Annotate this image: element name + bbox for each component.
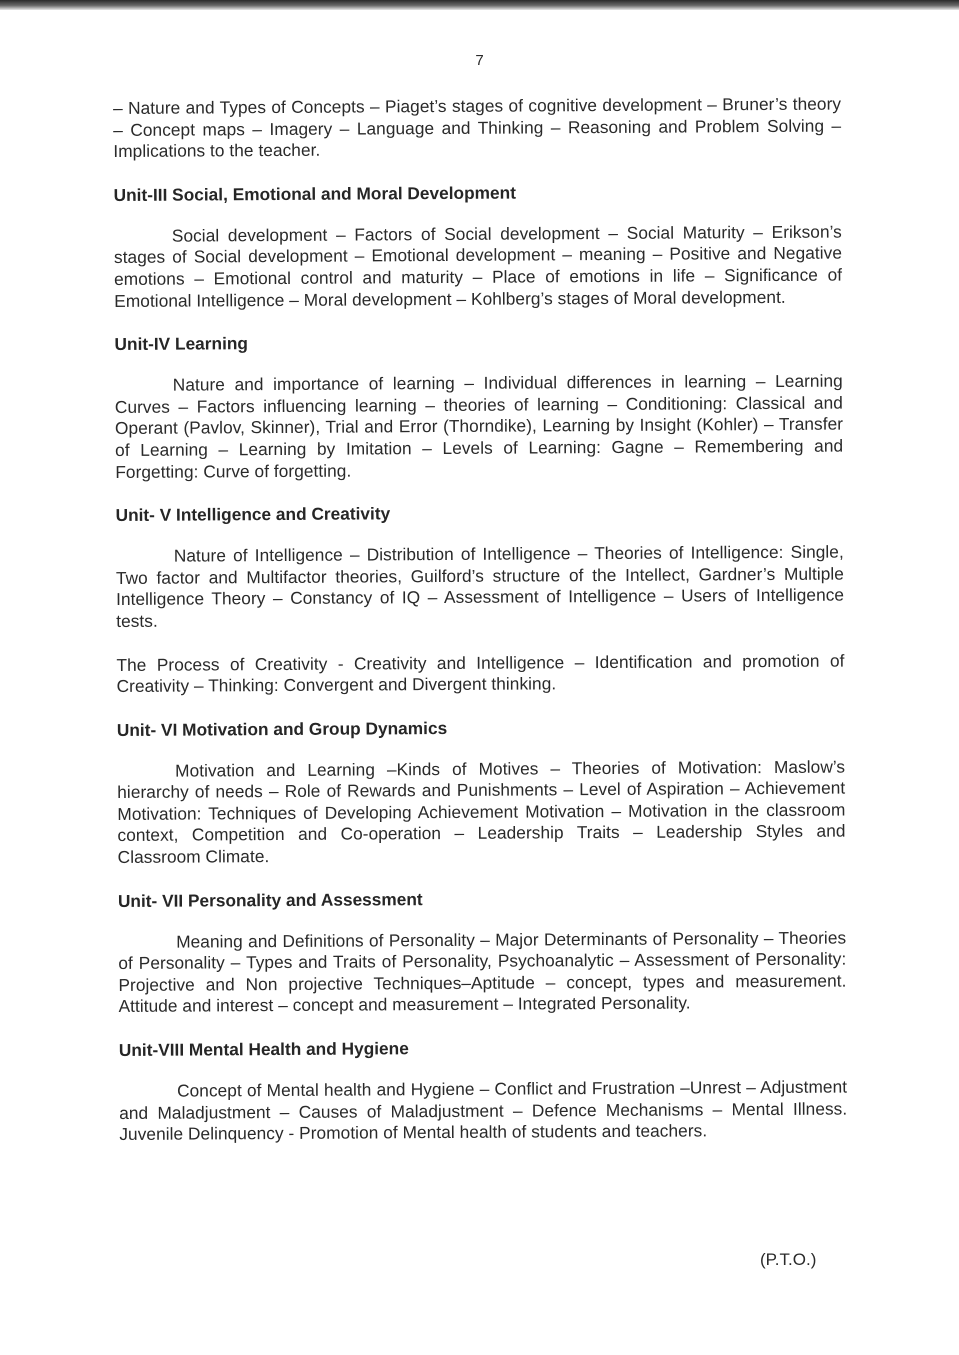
unit-paragraph: Nature of Intelligence – Distribution of Intelligence – Theories of Intelligence: Single, Two factor and Multifactor theories, Guilford’s structure of the Intellect, Gardner’s Multiple Intelligence Theory – Constancy of IQ – Assessment of Intelligence – Users of Intelligence tests. — [115, 541, 845, 631]
unit-section-5 — [115, 501, 844, 698]
pto-note: (P.T.O.) — [760, 1250, 817, 1269]
unit-paragraph: Motivation and Learning –Kinds of Motives – Theories of Motivation: Maslow’s hierarchy of needs – Role of Rewards and Punishments – Level of Aspiration – Achievement Motivation: Techniques of Developing Achievement Motivation – Motivation in the classroom context, Competition and Co-operation – Leadership Traits – Leadership Styles and Classroom Climate. — [117, 756, 846, 868]
unit-heading: Unit-III Social, Emotional and Moral Development — [113, 182, 516, 205]
unit-heading: Unit- V Intelligence and Creativity — [115, 503, 391, 526]
document-body — [113, 94, 847, 1146]
intro-paragraph: – Nature and Types of Concepts – Piaget’s stages of cognitive development – Bruner’s theory – Concept maps – Imagery – Language and Thinking – Reasoning and Problem Solving – Implications to the teacher. — [113, 93, 842, 162]
scan-top-edge — [0, 0, 959, 10]
unit-heading: Unit- VI Motivation and Group Dynamics — [116, 717, 448, 740]
unit-paragraph: Social development – Factors of Social development – Social Maturity – Erikson’s stages of Social development – Emotional development – meaning – Positive and Negative emotions – Emotional control and maturity – Place of emotions in life – Significance of Emotional Intelligence – Moral development – Kohlberg’s stages of Moral development. — [113, 221, 843, 311]
unit-paragraph: Meaning and Definitions of Personality – Major Determinants of Personality – Theories of Personality – Types and Traits of Personality, Psychoanalytic – Assessment of Personality: Projective and Non projective Techniques–Aptitude – concept, types and measurement. Attitude and interest – concept and measurement – Integrated Personality. — [118, 927, 847, 1017]
unit-heading: Unit-IV Learning — [114, 333, 249, 355]
unit-paragraph: The Process of Creativity - Creativity and Intelligence – Identification and promotion of Creativity – Thinking: Convergent and Divergent thinking. — [116, 650, 845, 697]
unit-section-6 — [117, 715, 846, 868]
unit-paragraph: Concept of Mental health and Hygiene – Conflict and Frustration –Unrest – Adjustment and Maladjustment – Causes of Maladjustment – Defence Mechanisms – Mental Illness. Juvenile Delinquency - Promotion of Mental health of students and teachers. — [119, 1076, 848, 1145]
unit-section-4 — [114, 330, 843, 483]
unit-heading: Unit-VIII Mental Health and Hygiene — [118, 1038, 409, 1061]
unit-section-8 — [119, 1036, 848, 1146]
unit-paragraph: Nature and importance of learning – Individual differences in learning – Learning Curves – Factors influencing learning – theories of learning – Conditioning: Classical and Operant (Pavlov, Skinner), Trial and Error (Thorndike), Learning by Insight (Kohler) – Transfer of Learning – Learning by Imitation – Levels of Learning: Gagne – Remembering and Forgetting: Curve of forgetting. — [114, 370, 844, 482]
unit-section-7 — [118, 886, 847, 1018]
unit-heading: Unit- VII Personality and Assessment — [117, 888, 423, 911]
page-number: 7 — [475, 52, 484, 69]
unit-section-3 — [114, 180, 843, 312]
